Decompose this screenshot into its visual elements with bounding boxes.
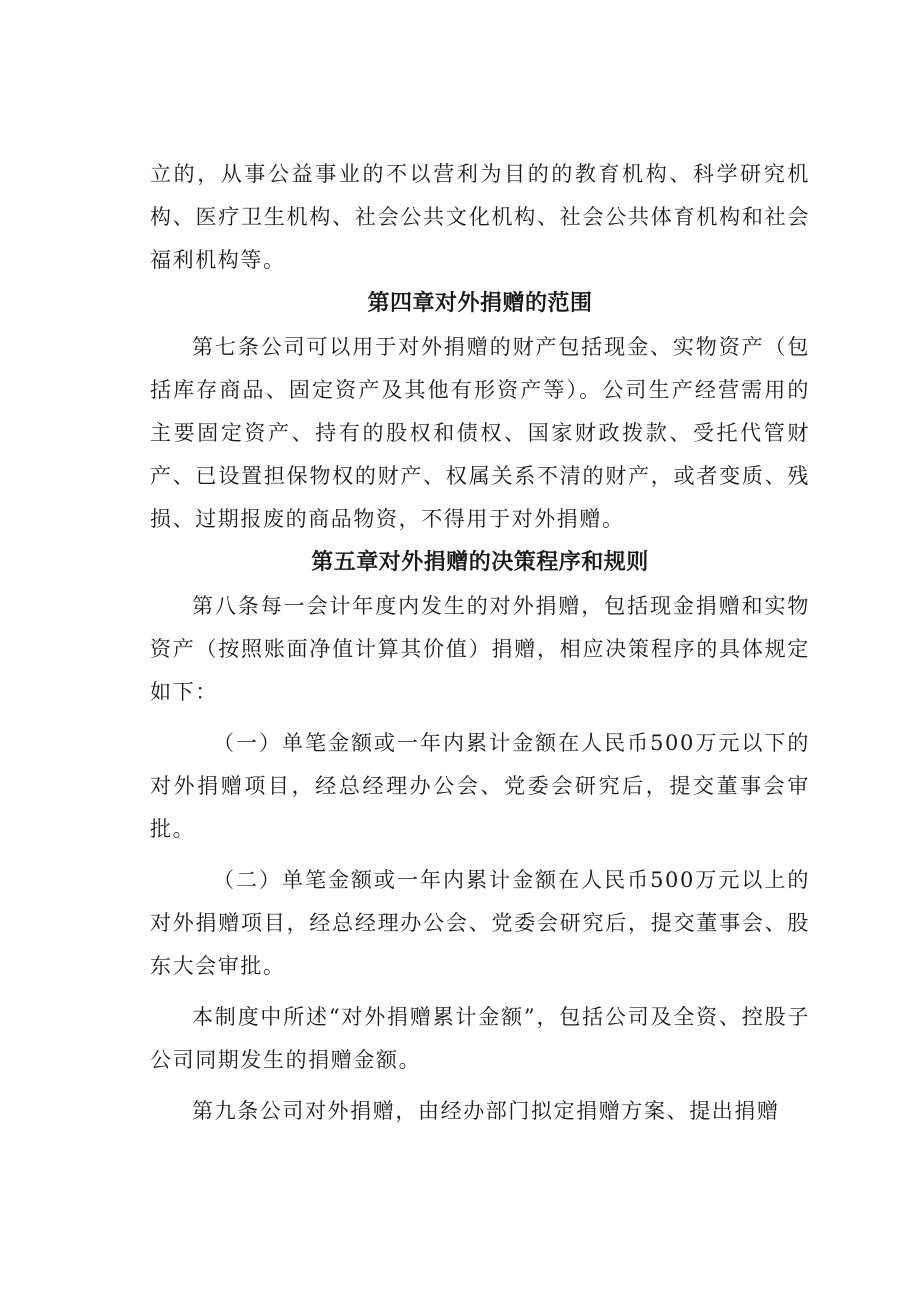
cumulative-amount-note: 本制度中所述“对外捐赠累计金额”，包括公司及全资、控股子公司同期发生的捐赠金额。 bbox=[150, 1005, 810, 1072]
paragraph-continuation: 立的，从事公益事业的不以营利为目的的教育机构、科学研究机构、医疗卫生机构、社会公共文化机构、社会公共体育机构和社会福利机构等。 bbox=[150, 162, 810, 272]
document-body bbox=[150, 153, 810, 1133]
chapter-four-heading: 第四章对外捐赠的范围 bbox=[367, 291, 593, 316]
article-seven: 第七条公司可以用于对外捐赠的财产包括现金、实物资产（包括库存商品、固定资产及其他有形资产等）。公司生产经营需用的主要固定资产、持有的股权和债权、国家财政拨款、受托代管财产、已设置担保物权的财产、权属关系不清的财产，或者变质、残损、过期报废的商品物资，不得用于对外捐赠。 bbox=[150, 335, 810, 531]
clause-one: （一）单笔金额或一年内累计金额在人民币500万元以下的对外捐赠项目，经总经理办公会、党委会研究后，提交董事会审批。 bbox=[150, 731, 810, 841]
chapter-five-heading: 第五章对外捐赠的决策程序和规则 bbox=[311, 550, 649, 575]
article-eight: 第八条每一会计年度内发生的对外捐赠，包括现金捐赠和实物资产（按照账面净值计算其价值）捐赠，相应决策程序的具体规定如下： bbox=[150, 594, 810, 704]
clause-two: （二）单笔金额或一年内累计金额在人民币500万元以上的对外捐赠项目，经总经理办公会、党委会研究后，提交董事会、股东大会审批。 bbox=[150, 868, 810, 978]
article-nine: 第九条公司对外捐赠，由经办部门拟定捐赠方案、提出捐赠 bbox=[192, 1099, 780, 1123]
